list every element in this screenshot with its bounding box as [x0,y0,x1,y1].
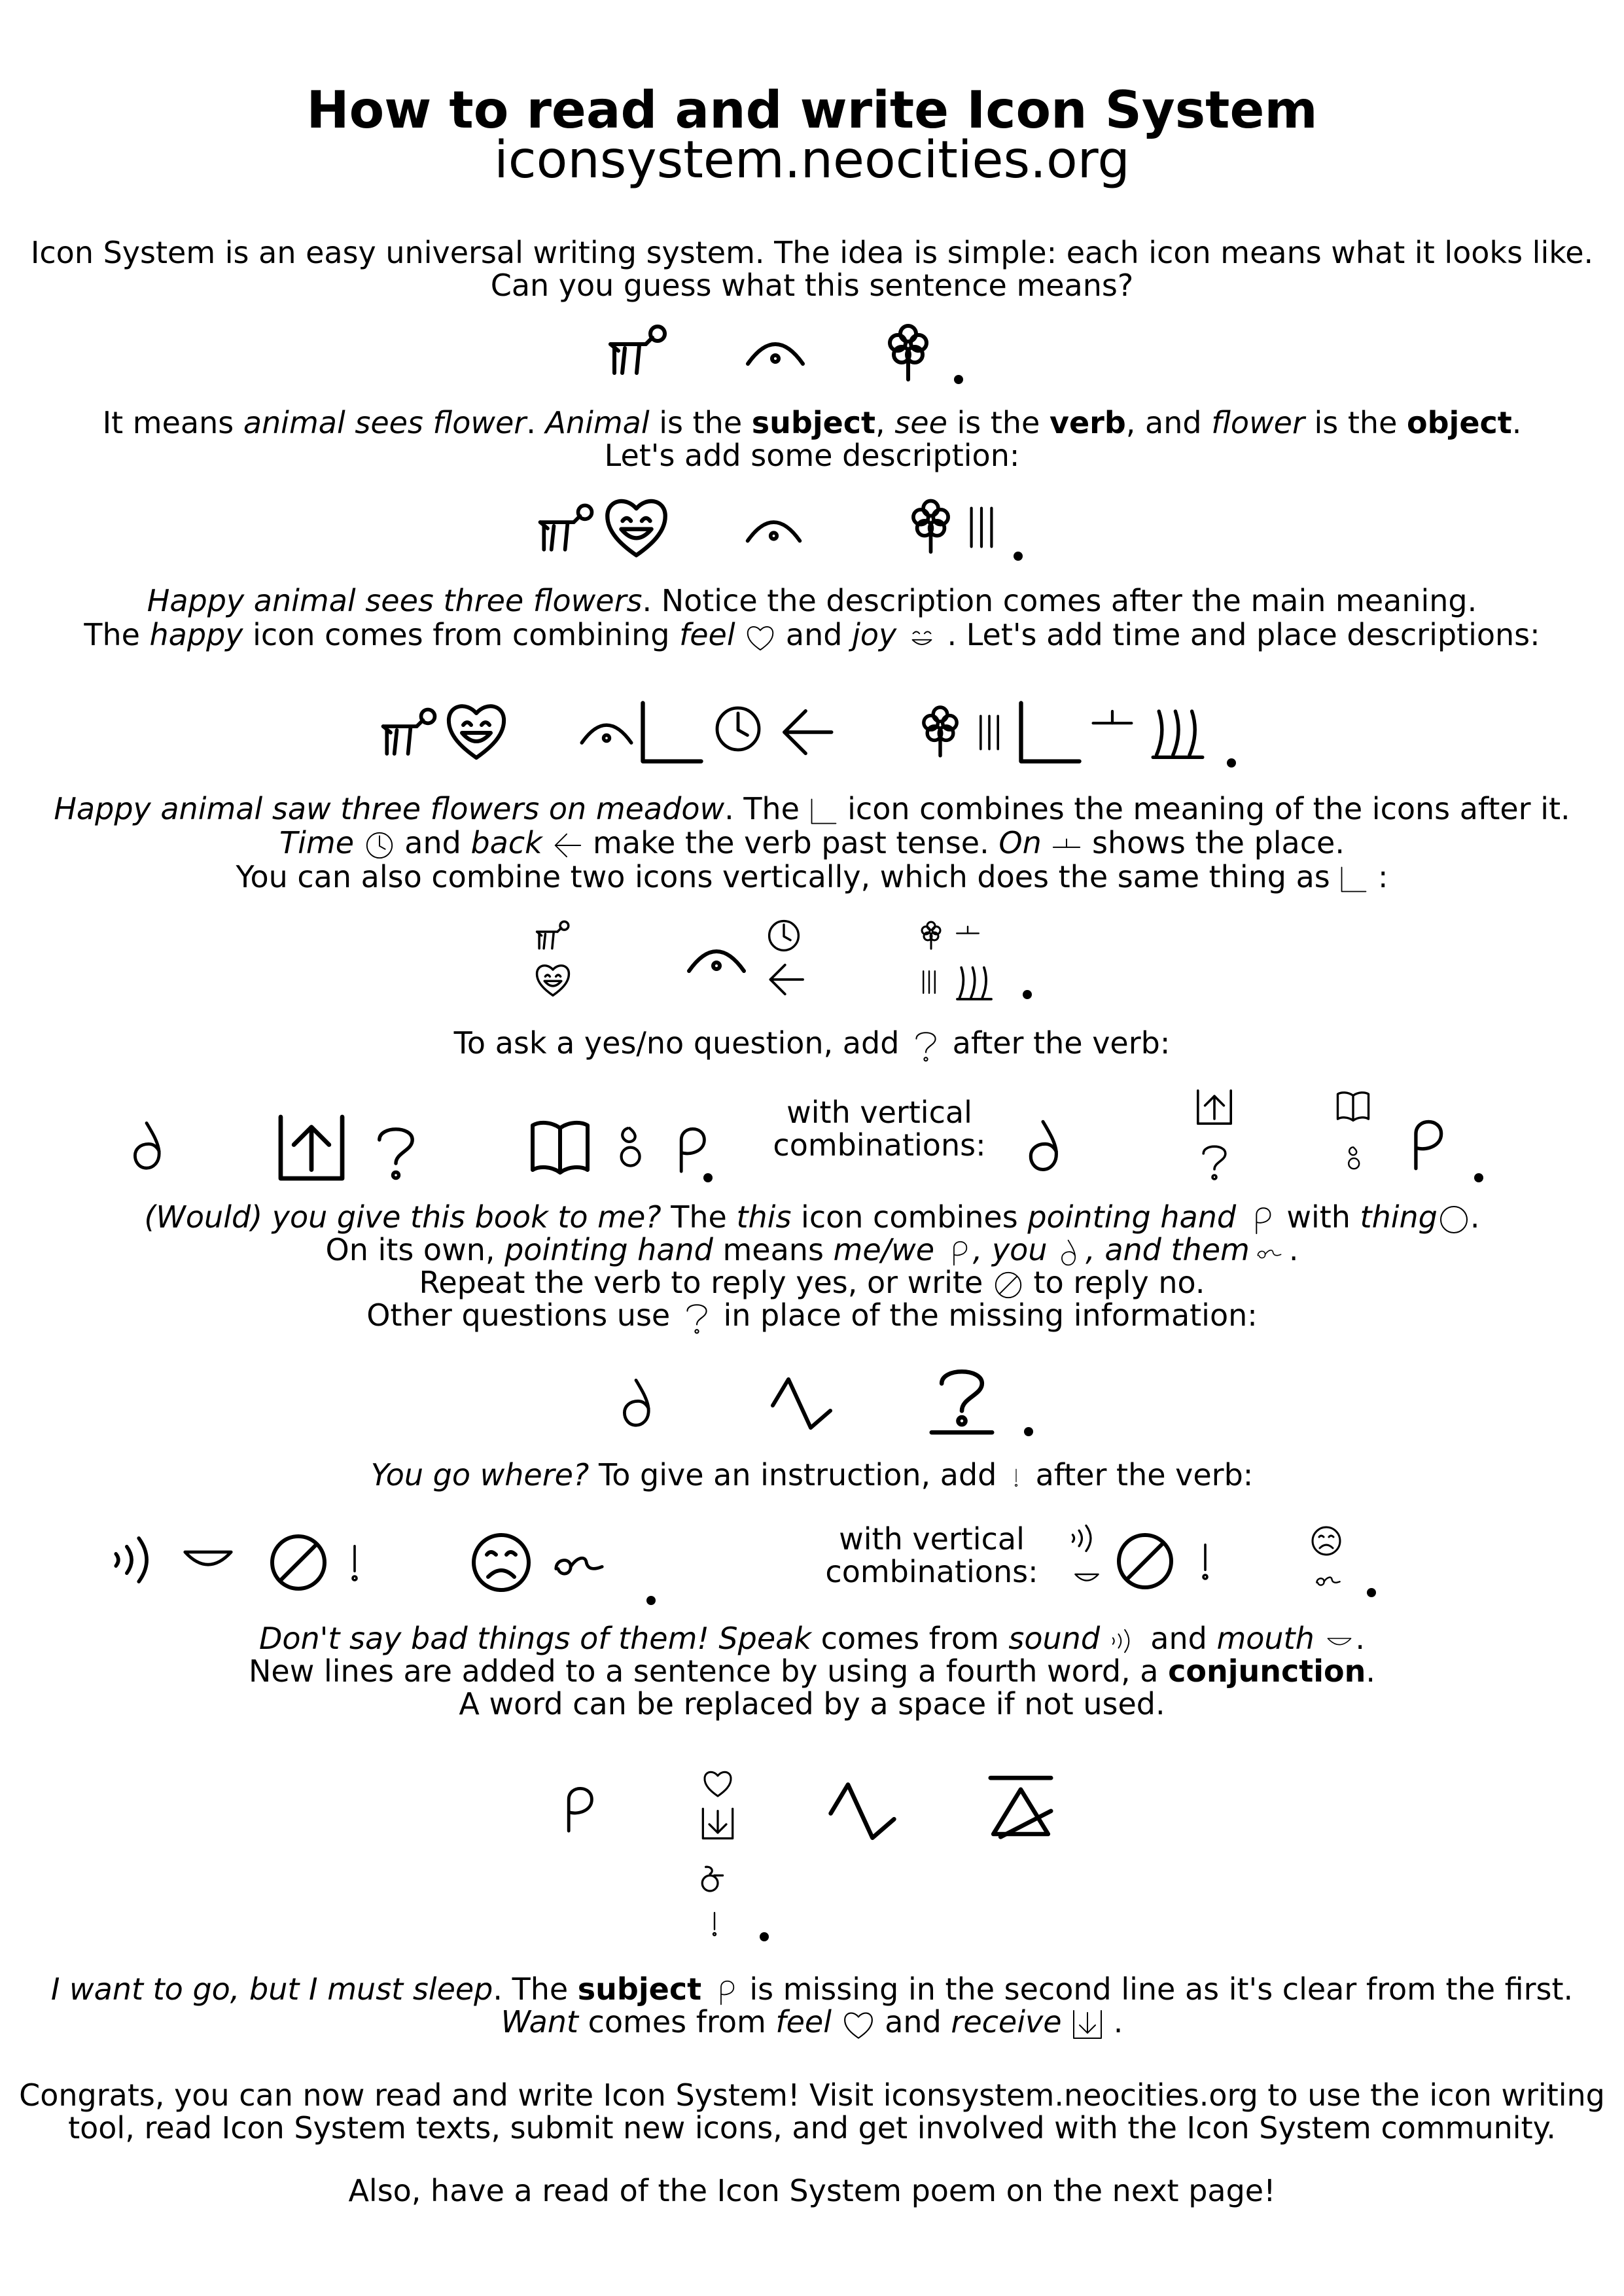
period-icon [1014,552,1023,561]
give-icon [1198,1091,1231,1123]
thing-icon [1438,1203,1470,1236]
exclamation-icon [353,1546,357,1580]
intro-line-2: Can you guess what this sentence means? [490,268,1134,303]
you-icon [1031,1122,1056,1169]
but-icon [991,1778,1051,1837]
you-icon [624,1380,648,1425]
with-vertical-label-2: combinations: [825,1554,1038,1589]
question-icon [1203,1146,1226,1179]
must-icon [702,1867,722,1891]
feel-icon [745,622,776,653]
animal-icon [610,327,665,373]
question-icon [380,1129,412,1178]
period-icon [1227,758,1236,768]
pointing-hand-icon [1246,1203,1277,1237]
example-conjunction [0,1760,1624,1950]
me-icon [1416,1122,1441,1168]
flower-icon [890,326,927,380]
intro-line-1: Icon System is an easy universal writing system. The idea is simple: each icon means what it looks like. [30,235,1594,270]
question-icon [909,1029,943,1063]
period-icon [1474,1173,1483,1182]
me-icon [944,1235,973,1269]
on-icon [1093,711,1132,723]
three-icon [981,716,998,749]
receive-icon [703,1809,732,1838]
on-icon [957,927,979,933]
back-icon [552,830,583,861]
with-vertical-label-2: combinations: [773,1127,986,1163]
with-vertical-label-1: with vertical [786,1095,972,1130]
sec5-line-2: On its own, pointing hand means me/we , you , and them . [0,1233,1624,1269]
sec8-line-2: Want comes from feel and receive . [0,2005,1624,2041]
three-icon [972,508,992,547]
sec7-line-2: New lines are added to a sentence by using a fourth word, a conjunction. [249,1653,1375,1689]
feel-icon [841,2007,875,2041]
combine-icon [643,703,701,761]
go-icon [831,1784,894,1837]
back-icon [785,711,832,754]
page-title: How to read and write Icon System [306,81,1318,140]
animal-icon [540,505,592,549]
meadow-icon [1153,711,1203,757]
combine-icon [1021,703,1079,761]
see-icon [748,344,803,364]
happy-icon [449,706,504,758]
back-icon [770,965,803,995]
happy-icon [607,501,665,556]
clock-icon [769,921,799,951]
sec5-line-3: Repeat the verb to reply yes, or write to reply no. [419,1265,1205,1300]
flower-icon [913,501,948,552]
period-icon [954,375,963,384]
no-icon [993,1269,1024,1301]
sec6-line-1: You go where? To give an instruction, add after the verb: [0,1458,1624,1496]
sec3-line-3: You can also combine two icons vertically, which does the same thing as : [236,859,1388,894]
them-icon [1250,1239,1289,1265]
see-icon [689,951,744,971]
combine-icon [809,797,838,826]
this-icon [622,1128,640,1165]
flower-icon [924,707,957,756]
sound-icon [1072,1526,1091,1551]
receive-icon [1071,2008,1104,2041]
feel-icon [705,1772,731,1796]
them-icon [556,1558,602,1574]
period-icon [646,1596,656,1605]
outro-line-1: Congrats, you can now read and write Icon System! Visit iconsystem.neocities.org to use the icon writing [19,2077,1605,2113]
sound-icon [1110,1625,1141,1657]
example-sentence-3 [0,694,1624,772]
period-icon [760,1932,769,1941]
you-icon [135,1123,159,1168]
outro-line-3: Also, have a read of the Icon System poem on the next page! [348,2173,1276,2208]
you-icon [1057,1235,1086,1269]
example-question [0,1080,1624,1191]
period-icon [1024,1427,1033,1436]
meadow-icon [957,968,991,999]
sec7-line-3: A word can be replaced by a space if not used. [459,1686,1165,1722]
period-icon [1367,1588,1376,1597]
flower-icon [922,922,940,949]
vertical-example [0,916,1624,1021]
sec4-line-1: To ask a yes/no question, add after the verb: [0,1026,1624,1063]
sec5-line-4: Other questions use in place of the missing information: [0,1298,1624,1335]
outro-line-2: tool, read Icon System texts, submit new icons, and get involved with the Icon System community. [68,2110,1556,2146]
sec5-line-1: (Would) you give this book to me? The this icon combines pointing hand with thing . [0,1200,1624,1237]
sound-icon [116,1538,147,1581]
see-icon [748,522,800,541]
mouth-icon [185,1552,231,1564]
example-sentence-1 [0,319,1624,391]
sec8-line-1: I want to go, but I must sleep. The subject is missing in the second line as it's clear from the first. [0,1972,1624,2009]
with-vertical-label-1: with vertical [839,1521,1025,1557]
book-icon [533,1123,588,1173]
example-sentence-2 [0,492,1624,564]
mouth-icon [1075,1574,1098,1581]
sec1-line-2: Let's add some description: [604,438,1020,473]
pointing-hand-icon [711,1975,740,2009]
period-icon [1023,990,1032,999]
happy-icon [537,966,569,996]
sec7-line-1: Don't say bad things of them! Speak comes from sound and mouth . [258,1621,1366,1656]
where-icon [932,1371,992,1432]
no-icon [1119,1535,1171,1587]
me-icon [681,1129,704,1171]
book-icon [1337,1093,1368,1121]
example-instruction [0,1511,1624,1610]
period-icon [703,1173,713,1182]
them-icon [1316,1578,1339,1585]
bad-icon [474,1535,529,1590]
combine-icon [1339,865,1368,894]
sec2-line-2: The happy icon comes from combining feel and joy . Let's add time and place descriptions: [84,617,1540,652]
example-where [0,1361,1624,1446]
joy-icon [906,622,938,653]
see-icon [582,725,631,743]
animal-icon [383,709,435,753]
time-icon [364,830,395,861]
exclamation-icon [1006,1459,1026,1496]
no-icon [272,1536,325,1589]
exclamation-icon [1203,1545,1207,1579]
go-icon [773,1379,830,1428]
site-url: iconsystem.neocities.org [494,131,1130,190]
on-icon [1051,830,1082,861]
animal-icon [537,921,569,948]
sec2-line-1: Happy animal sees three flowers. Notice the description comes after the main meaning. [147,583,1477,618]
this-icon [1349,1147,1359,1169]
bad-icon [1313,1527,1340,1555]
exclamation-icon [713,1913,716,1935]
question-icon [680,1301,714,1335]
sec3-line-2: Time and back make the verb past tense. On shows the place. [279,825,1345,860]
me-icon [569,1788,591,1831]
three-icon [923,971,935,993]
mouth-icon [1324,1628,1355,1654]
sec1-line-1: It means animal sees flower. Animal is the subject, see is the verb, and flower is the object. [102,405,1522,440]
give-icon [281,1117,342,1178]
sec3-line-1: Happy animal saw three flowers on meadow. The icon combines the meaning of the icons after it. [54,791,1570,826]
clock-icon [717,708,759,750]
